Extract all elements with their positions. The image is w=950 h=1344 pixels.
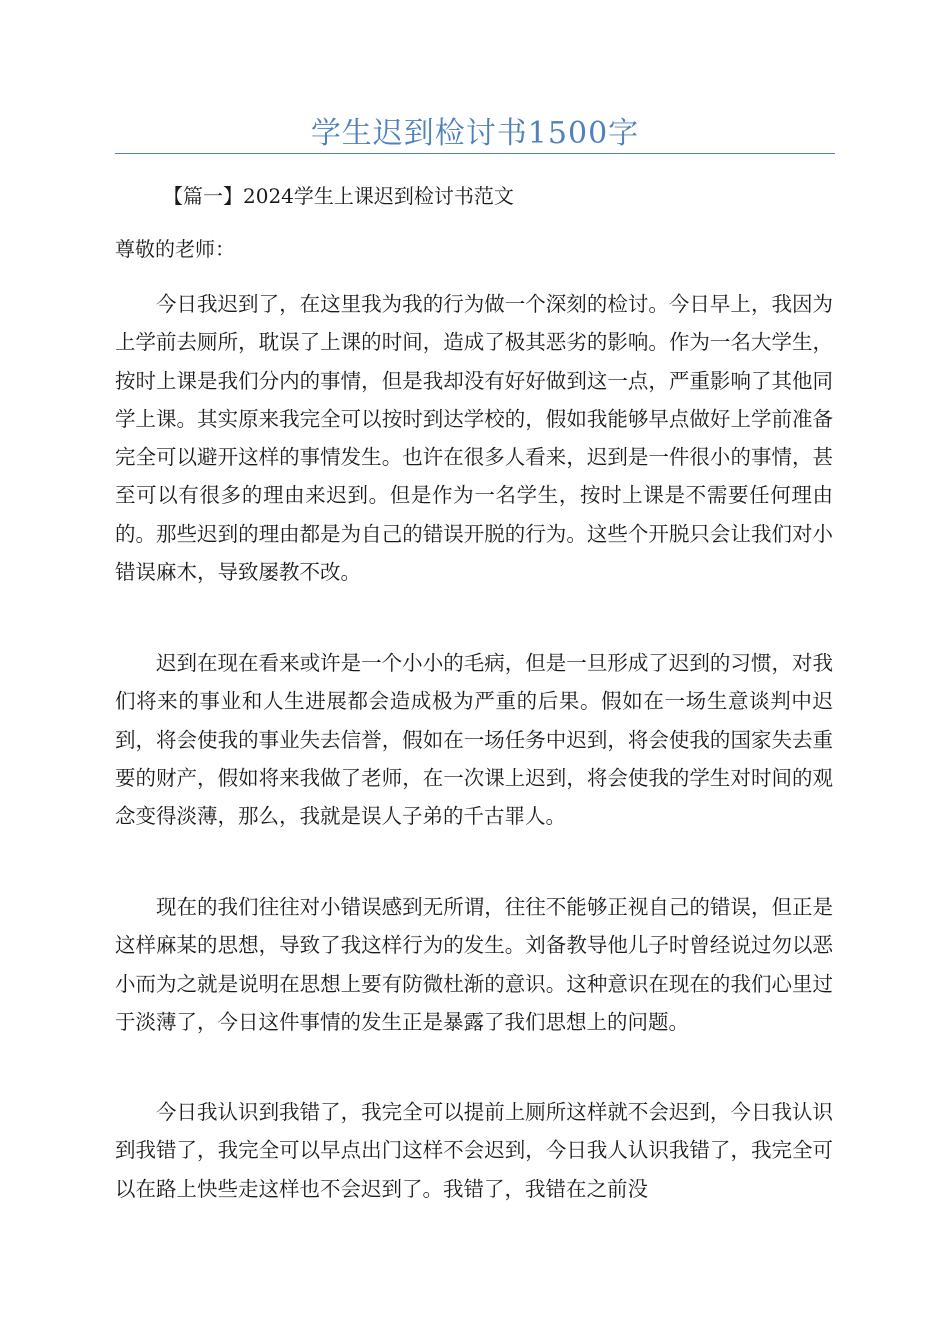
- body-paragraph: 今日我迟到了，在这里我为我的行为做一个深刻的检讨。今日早上，我因为上学前去厕所，耽误了上课的时间，造成了极其恶劣的影响。作为一名大学生，按时上课是我们分内的事情，但是我却没有好好做到这一点，严重影响了其他同学上课。其实原来我完全可以按时到达学校的，假如我能够早点做好上学前准备完全可以避开这样的事情发生。也许在很多人看来，迟到是一件很小的事情，甚至可以有很多的理由来迟到。但是作为一名学生，按时上课是不需要任何理由的。那些迟到的理由都是为自己的错误开脱的行为。这些个开脱只会让我们对小错误麻木，导致屡教不改。: [115, 292, 833, 585]
- title-underline: [115, 153, 835, 154]
- document-title: 学生迟到检讨书1500字: [310, 116, 640, 151]
- salutation: 尊敬的老师：: [115, 237, 235, 261]
- body-paragraph: 迟到在现在看来或许是一个小小的毛病，但是一旦形成了迟到的习惯，对我们将来的事业和人生进展都会造成极为严重的后果。假如在一场生意谈判中迟到，将会使我的事业失去信誉，假如在一场任务中迟到，将会使我的国家失去重要的财产，假如将来我做了老师，在一次课上迟到，将会使我的学生对时间的观念变得淡薄，那么，我就是误人子弟的千古罪人。: [115, 651, 833, 829]
- section-heading: 【篇一】2024学生上课迟到检讨书范文: [163, 184, 514, 208]
- body-paragraph: 现在的我们往往对小错误感到无所谓，往往不能够正视自己的错误，但正是这样麻某的思想，导致了我这样行为的发生。刘备教导他儿子时曾经说过勿以恶小而为之就是说明在思想上要有防微杜渐的意识。这种意识在现在的我们心里过于淡薄了，今日这件事情的发生正是暴露了我们思想上的问题。: [115, 895, 833, 1034]
- body-paragraph: 今日我认识到我错了，我完全可以提前上厕所这样就不会迟到，今日我认识到我错了，我完全可以早点出门这样不会迟到，今日我人认识我错了，我完全可以在路上快些走这样也不会迟到了。我错了，我错在之前没: [115, 1100, 833, 1201]
